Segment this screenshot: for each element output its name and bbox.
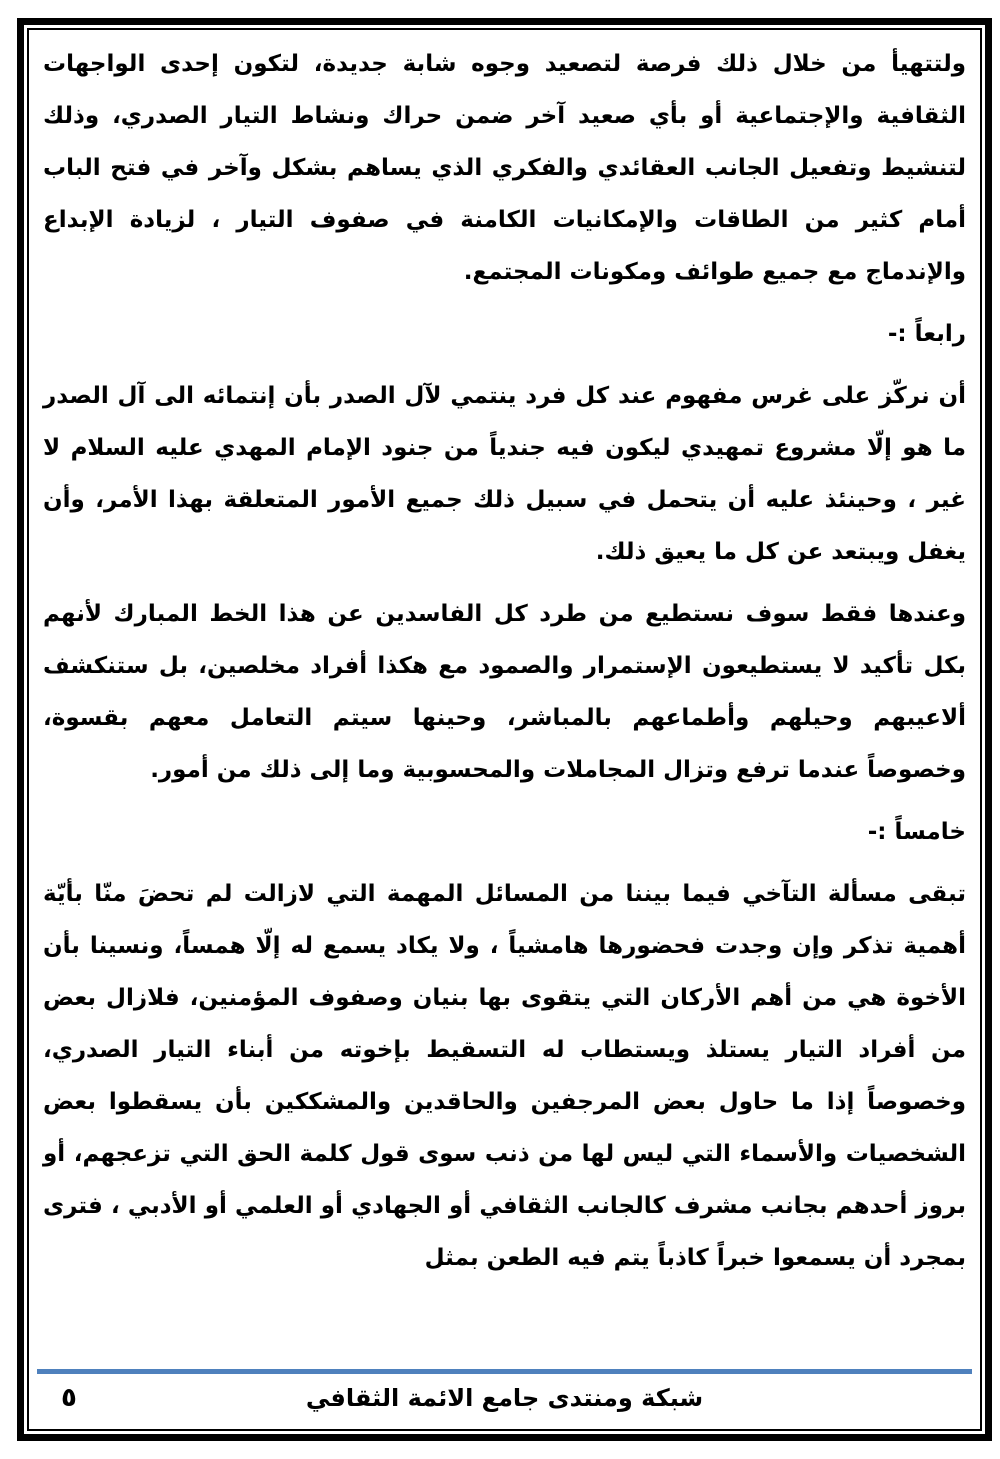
footer-divider-rule xyxy=(37,1369,972,1374)
section-heading-fourth: رابعاً :- xyxy=(887,321,966,347)
paragraph-fifth-point: تبقى مسألة التآخي فيما بيننا من المسائل المهمة التي لازالت لم تحضَ منّا بأيّة أهمية تذكر وإن وجدت فحضورها هامشياً ، ولا يكاد يسمع له إلّا همساً، ونسينا بأن الأخوة هي من أهم الأركان التي يتقوى بها بنيان وصفوف المؤمنين، فلازال بعض من أفراد التيار يستلذ ويستطاب له التسقيط بإخوته من أبناء التيار الصدري، وخصوصاً إذا ما حاول بعض المرجفين والحاقدين والمشككين بأن يسقطوا بعض الشخصيات والأسماء التي ليس لها من ذنب سوى قول كلمة الحق التي تزعجهم، أو بروز أحدهم بجانب مشرف كالجانب الثقافي أو الجهادي أو العلمي أو الأدبي ، فترى بمجرد أن يسمعوا خبراً كاذباً يتم فيه الطعن بمثل xyxy=(43,881,966,1271)
paragraph-fourth-point: أن نركّز على غرس مفهوم عند كل فرد ينتمي لآل الصدر بأن إنتمائه الى آل الصدر ما هو إلّا مشروع تمهيدي ليكون فيه جندياً من جنود الإمام المهدي عليه السلام لا غير ، وحينئذ عليه أن يتحمل في سبيل ذلك جميع الأمور المتعلقة بهذا الأمر، وأن يغفل ويبتعد عن كل ما يعيق ذلك. xyxy=(43,383,966,565)
section-heading-fifth: خامساً :- xyxy=(867,819,966,845)
paragraph-fourth-point-continued: وعندها فقط سوف نستطيع من طرد كل الفاسدين عن هذا الخط المبارك لأنهم بكل تأكيد لا يستطيعون الإستمرار والصمود مع هكذا أفراد مخلصين، بل ستنكشف ألاعيبهم وحيلهم وأطماعهم بالمباشر، وحينها سيتم التعامل معهم بقسوة، وخصوصاً عندما ترفع وتزال المجاملات والمحسوبية وما إلى ذلك من أمور. xyxy=(43,601,966,783)
page-footer xyxy=(37,1369,972,1417)
footer-site-title: شبكة ومنتدى جامع الائمة الثقافي xyxy=(305,1384,704,1412)
footer-row xyxy=(37,1379,972,1417)
paragraph-continuation: ولتتهيأ من خلال ذلك فرصة لتصعيد وجوه شابة جديدة، لتكون إحدى الواجهات الثقافية والإجتماعية أو بأي صعيد آخر ضمن حراك ونشاط التيار الصدري، وذلك لتنشيط وتفعيل الجانب العقائدي والفكري الذي يساهم بشكل وآخر في فتح الباب أمام كثير من الطاقات والإمكانيات الكامنة في صفوف التيار ، لزيادة الإبداع والإندماج مع جميع طوائف ومكونات المجتمع. xyxy=(43,51,966,285)
page-number: ٥ xyxy=(61,1383,77,1413)
document-body xyxy=(43,38,966,1294)
page-border-inner-line xyxy=(27,28,982,1431)
page-border-frame xyxy=(17,18,992,1441)
